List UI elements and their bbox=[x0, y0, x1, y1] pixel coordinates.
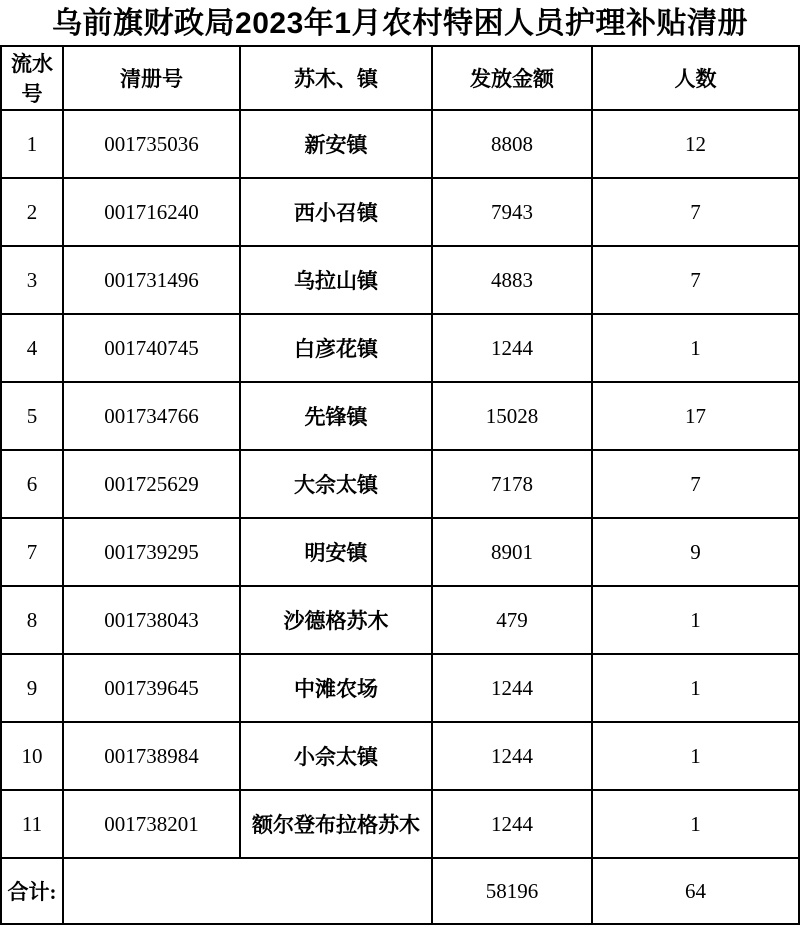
header-cell-amount: 发放金额 bbox=[432, 46, 592, 110]
cell-town: 中滩农场 bbox=[240, 654, 432, 722]
table-row bbox=[1, 586, 799, 654]
table-row bbox=[1, 246, 799, 314]
cell-amount: 4883 bbox=[432, 246, 592, 314]
table-row bbox=[1, 722, 799, 790]
cell-register-number: 001731496 bbox=[63, 246, 240, 314]
cell-people-count: 1 bbox=[592, 586, 799, 654]
cell-register-number: 001734766 bbox=[63, 382, 240, 450]
cell-town: 明安镇 bbox=[240, 518, 432, 586]
table-row bbox=[1, 110, 799, 178]
cell-town: 乌拉山镇 bbox=[240, 246, 432, 314]
subsidy-register-table bbox=[0, 45, 800, 925]
cell-amount: 15028 bbox=[432, 382, 592, 450]
cell-town: 西小召镇 bbox=[240, 178, 432, 246]
cell-people-count: 1 bbox=[592, 314, 799, 382]
total-empty-cell bbox=[63, 858, 432, 924]
cell-town: 新安镇 bbox=[240, 110, 432, 178]
cell-serial-number: 9 bbox=[1, 654, 63, 722]
cell-people-count: 1 bbox=[592, 722, 799, 790]
cell-amount: 8901 bbox=[432, 518, 592, 586]
total-people-count: 64 bbox=[592, 858, 799, 924]
cell-amount: 1244 bbox=[432, 654, 592, 722]
table-row bbox=[1, 314, 799, 382]
cell-town: 白彦花镇 bbox=[240, 314, 432, 382]
header-cell-serial-number: 流水号 bbox=[1, 46, 63, 110]
cell-people-count: 12 bbox=[592, 110, 799, 178]
cell-town: 小佘太镇 bbox=[240, 722, 432, 790]
header-cell-town: 苏木、镇 bbox=[240, 46, 432, 110]
cell-serial-number: 4 bbox=[1, 314, 63, 382]
cell-serial-number: 11 bbox=[1, 790, 63, 858]
cell-register-number: 001738984 bbox=[63, 722, 240, 790]
cell-serial-number: 6 bbox=[1, 450, 63, 518]
cell-amount: 1244 bbox=[432, 722, 592, 790]
cell-register-number: 001738043 bbox=[63, 586, 240, 654]
header-cell-register-number: 清册号 bbox=[63, 46, 240, 110]
cell-register-number: 001725629 bbox=[63, 450, 240, 518]
page-title: 乌前旗财政局2023年1月农村特困人员护理补贴清册 bbox=[52, 7, 748, 40]
cell-serial-number: 2 bbox=[1, 178, 63, 246]
cell-people-count: 7 bbox=[592, 178, 799, 246]
cell-register-number: 001716240 bbox=[63, 178, 240, 246]
table-row bbox=[1, 178, 799, 246]
cell-register-number: 001740745 bbox=[63, 314, 240, 382]
cell-register-number: 001739645 bbox=[63, 654, 240, 722]
cell-people-count: 7 bbox=[592, 246, 799, 314]
table-row bbox=[1, 790, 799, 858]
table-row bbox=[1, 654, 799, 722]
total-label: 合计: bbox=[1, 858, 63, 924]
cell-town: 沙德格苏木 bbox=[240, 586, 432, 654]
cell-people-count: 9 bbox=[592, 518, 799, 586]
cell-serial-number: 8 bbox=[1, 586, 63, 654]
cell-amount: 8808 bbox=[432, 110, 592, 178]
cell-people-count: 17 bbox=[592, 382, 799, 450]
table-row bbox=[1, 518, 799, 586]
header-cell-people-count: 人数 bbox=[592, 46, 799, 110]
cell-serial-number: 10 bbox=[1, 722, 63, 790]
cell-amount: 7178 bbox=[432, 450, 592, 518]
cell-register-number: 001735036 bbox=[63, 110, 240, 178]
cell-town: 大佘太镇 bbox=[240, 450, 432, 518]
table-total-row bbox=[1, 858, 799, 924]
total-amount: 58196 bbox=[432, 858, 592, 924]
cell-amount: 7943 bbox=[432, 178, 592, 246]
cell-amount: 479 bbox=[432, 586, 592, 654]
cell-serial-number: 3 bbox=[1, 246, 63, 314]
cell-people-count: 1 bbox=[592, 654, 799, 722]
table-header-row bbox=[1, 46, 799, 110]
table-row bbox=[1, 450, 799, 518]
cell-serial-number: 1 bbox=[1, 110, 63, 178]
cell-town: 额尔登布拉格苏木 bbox=[240, 790, 432, 858]
cell-amount: 1244 bbox=[432, 314, 592, 382]
cell-people-count: 7 bbox=[592, 450, 799, 518]
cell-register-number: 001738201 bbox=[63, 790, 240, 858]
cell-serial-number: 5 bbox=[1, 382, 63, 450]
cell-people-count: 1 bbox=[592, 790, 799, 858]
cell-register-number: 001739295 bbox=[63, 518, 240, 586]
cell-serial-number: 7 bbox=[1, 518, 63, 586]
cell-town: 先锋镇 bbox=[240, 382, 432, 450]
table-row bbox=[1, 382, 799, 450]
cell-amount: 1244 bbox=[432, 790, 592, 858]
